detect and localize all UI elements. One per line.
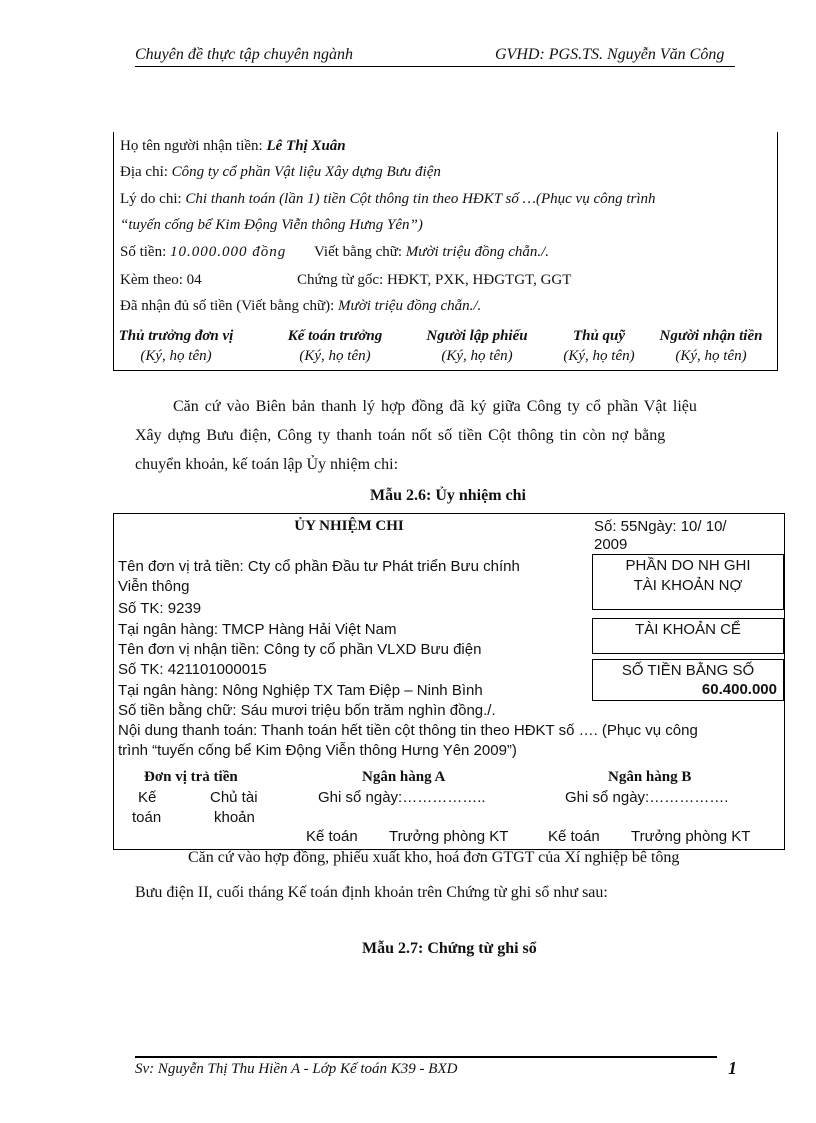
col-bank-a: Ngân hàng A (362, 769, 446, 785)
received-value: Mười triệu đồng chẵn./. (338, 298, 482, 314)
footer-student-info: Sv: Nguyễn Thị Thu Hiền A - Lớp Kế toán K39 - BXD (135, 1061, 458, 1077)
bank-a-record-date: Ghi sổ ngày:…………….. (318, 789, 486, 806)
paragraph-2-line-2: Bưu điện II, cuối tháng Kế toán định khoản trên Chứng từ ghi sổ như sau: (135, 884, 608, 901)
signature-chief-accountant (272, 328, 398, 365)
col-payer-unit: Đơn vị trả tiền (144, 769, 238, 785)
payment-content-line-2: trình “tuyến cống bể Kim Động Viễn thông Hưng Yên 2009”) (118, 742, 517, 759)
payment-order-number-date: Số: 55Ngày: 10/ 10/ (594, 518, 727, 535)
receiver-name-label: Họ tên người nhận tiền: (120, 138, 267, 154)
paragraph-1-line-1: Căn cứ vào Biên bản thanh lý hợp đồng đã ký giữa Công ty cổ phần Vật liệu (173, 398, 697, 415)
signature-title: Người lập phiếu (426, 328, 528, 344)
signature-title: Thủ trưởng đơn vị (118, 328, 234, 344)
signature-title: Kế toán trưởng (287, 328, 383, 344)
payment-receipt-box (113, 132, 778, 371)
bank-b-head: Trưởng phòng KT (631, 828, 751, 845)
reason-label: Lý do chi: (120, 191, 186, 207)
amount-number-value: 60.400.000 (701, 681, 777, 698)
paragraph-1-line-2: Xây dựng Bưu điện, Công ty thanh toán nốt số tiền Cột thông tin còn nợ bằng (135, 427, 666, 444)
payee-account: Số TK: 421101000015 (118, 661, 267, 678)
payment-order-year: 2009 (594, 536, 628, 553)
amount-label: Số tiền: (120, 244, 171, 260)
signature-director (114, 328, 238, 365)
paragraph-2-line-1: Căn cứ vào hợp đồng, phiếu xuất kho, hoá đơn GTGT của Xí nghiệp bê tông (188, 849, 680, 866)
signature-note: (Ký, họ tên) (563, 348, 635, 364)
payer-bank: Tại ngân hàng: TMCP Hàng Hải Việt Nam (118, 621, 397, 638)
header-rule (135, 66, 735, 67)
received-row (120, 298, 481, 315)
address-label: Địa chỉ: (120, 164, 172, 180)
payer-accountant-1: Kế (138, 789, 157, 806)
header-supervisor: GVHD: PGS.TS. Nguyễn Văn Công (495, 46, 725, 63)
reason-value-1: Chi thanh toán (lần 1) tiền Cột thông tin theo HĐKT số …(Phục vụ công trình (185, 191, 656, 207)
bank-b-record-date: Ghi sổ ngày:……………. (565, 789, 729, 806)
header-course-title: Chuyên đề thực tập chuyên ngành (135, 46, 353, 63)
signature-cashier (554, 328, 644, 365)
debit-account-cell (592, 554, 784, 610)
form-title-2-7: Mẫu 2.7: Chứng từ ghi sổ (362, 940, 537, 957)
reason-value-2: “tuyến cống bể Kim Động Viễn thông Hưng Yên”) (120, 217, 423, 233)
payee-name: Tên đơn vị nhận tiền: Công ty cổ phần VLXD Bưu điện (118, 641, 482, 658)
footer-rule (135, 1056, 717, 1058)
attachments-label: Kèm theo: 04 (120, 272, 202, 288)
credit-label: TÀI KHOẢN CỂ (635, 621, 741, 638)
payee-bank: Tại ngân hàng: Nông Nghiệp TX Tam Điệp – Ninh Bình (118, 682, 483, 699)
paragraph-1-line-3: chuyển khoản, kế toán lập Ủy nhiệm chi: (135, 456, 399, 473)
page-number: 1 (728, 1058, 737, 1078)
signature-receiver (646, 328, 776, 365)
debit-label-2: TÀI KHOẢN NỢ (633, 577, 743, 594)
amount-words-row (314, 244, 549, 261)
bank-a-accountant: Kế toán (306, 828, 358, 845)
address-row (120, 164, 441, 181)
col-bank-b: Ngân hàng B (608, 769, 692, 785)
signature-note: (Ký, họ tên) (299, 348, 371, 364)
signature-note: (Ký, họ tên) (441, 348, 513, 364)
payment-content-line-1: Nội dung thanh toán: Thanh toán hết tiền cột thông tin theo HĐKT số …. (Phục vụ công (118, 722, 698, 739)
bank-b-accountant: Kế toán (548, 828, 600, 845)
signature-preparer (412, 328, 542, 365)
receiver-name-value: Lê Thị Xuân (266, 138, 346, 154)
debit-label-1: PHẦN DO NH GHI (625, 557, 751, 574)
account-holder-2: khoản (214, 809, 255, 826)
form-title-2-6: Mẫu 2.6: Ủy nhiệm chi (370, 487, 526, 504)
address-value: Công ty cổ phần Vật liệu Xây dựng Bưu điện (171, 164, 441, 180)
reason-row (120, 191, 656, 208)
bank-a-head: Trưởng phòng KT (389, 828, 509, 845)
account-holder-1: Chủ tài (210, 789, 258, 806)
credit-account-cell (592, 618, 784, 654)
signature-note: (Ký, họ tên) (140, 348, 212, 364)
amount-value: 10.000.000 đồng (170, 244, 287, 260)
receiver-name-row (120, 138, 346, 155)
payer-account: Số TK: 9239 (118, 600, 202, 617)
payment-order-box (113, 513, 785, 850)
payer-accountant-2: toán (132, 809, 162, 826)
payer-name-line-1: Tên đơn vị trả tiền: Cty cổ phần Đầu tư Phát triển Bưu chính (118, 558, 520, 575)
signature-title: Thủ quỹ (572, 328, 626, 344)
signature-title: Người nhận tiền (659, 328, 763, 344)
attachments-docs: Chứng từ gốc: HĐKT, PXK, HĐGTGT, GGT (297, 272, 572, 288)
amount-row (120, 244, 286, 261)
amount-number-cell (592, 659, 784, 701)
payment-order-title: ỦY NHIỆM CHI (294, 518, 404, 534)
amount-in-words: Số tiền bằng chữ: Sáu mươi triệu bốn trăm nghìn đồng./. (118, 702, 496, 719)
amount-words-label: Viết bằng chữ: (314, 244, 406, 260)
signature-note: (Ký, họ tên) (675, 348, 747, 364)
payer-name-line-2: Viễn thông (118, 578, 190, 595)
amount-words-value: Mười triệu đồng chẵn./. (405, 244, 550, 260)
received-label: Đã nhận đủ số tiền (Viết bằng chữ): (120, 298, 339, 314)
amount-number-label: SỐ TIỀN BẰNG SỐ (621, 662, 755, 679)
